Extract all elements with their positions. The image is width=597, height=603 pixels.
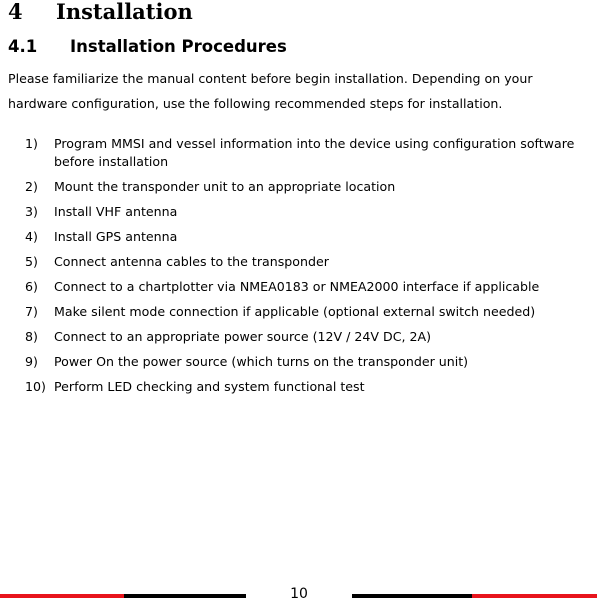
section-heading [8, 36, 287, 58]
step-item [8, 253, 593, 271]
step-text: Connect antenna cables to the transponder [54, 254, 329, 269]
step-number: 9) [25, 354, 38, 369]
step-number: 1) [25, 136, 38, 151]
step-item [8, 328, 593, 346]
footer-rule-right-red [472, 594, 597, 598]
step-item [8, 178, 593, 196]
step-item [8, 303, 593, 321]
chapter-title: Installation [56, 0, 193, 24]
footer-rule-left-black [124, 594, 246, 598]
intro-paragraph: Please familiarize the manual content before begin installation. Depending on your hardware configuration, use the following recommended steps for installation. [8, 71, 533, 111]
chapter-number: 4 [8, 0, 23, 24]
step-number: 6) [25, 279, 38, 294]
step-item [8, 135, 593, 171]
chapter-heading [8, 0, 193, 24]
step-text: Power On the power source (which turns on the transponder unit) [54, 354, 469, 369]
section-number: 4.1 [8, 37, 38, 56]
step-text: Perform LED checking and system functional test [54, 379, 365, 394]
step-text: Connect to an appropriate power source (12V / 24V DC, 2A) [54, 329, 432, 344]
step-number: 7) [25, 304, 38, 319]
step-number: 5) [25, 254, 38, 269]
step-number: 10) [25, 379, 46, 394]
step-number: 8) [25, 329, 38, 344]
step-item [8, 203, 593, 221]
section-title: Installation Procedures [70, 37, 287, 56]
step-item [8, 278, 593, 296]
page-number: 10 [290, 586, 308, 602]
step-text: Install VHF antenna [54, 204, 178, 219]
step-item [8, 228, 593, 246]
step-item [8, 378, 593, 396]
step-number: 2) [25, 179, 38, 194]
step-number: 3) [25, 204, 38, 219]
step-text: Mount the transponder unit to an appropriate location [54, 179, 396, 194]
step-number: 4) [25, 229, 38, 244]
step-text: Make silent mode connection if applicable (optional external switch needed) [54, 304, 536, 319]
step-item [8, 353, 593, 371]
step-text: Program MMSI and vessel information into the device using configuration software before installation [54, 136, 575, 169]
installation-steps-list [8, 135, 593, 403]
step-text: Connect to a chartplotter via NMEA0183 or NMEA2000 interface if applicable [54, 279, 540, 294]
footer-rule-right-black [352, 594, 472, 598]
footer-rule-left-red [0, 594, 124, 598]
step-text: Install GPS antenna [54, 229, 178, 244]
